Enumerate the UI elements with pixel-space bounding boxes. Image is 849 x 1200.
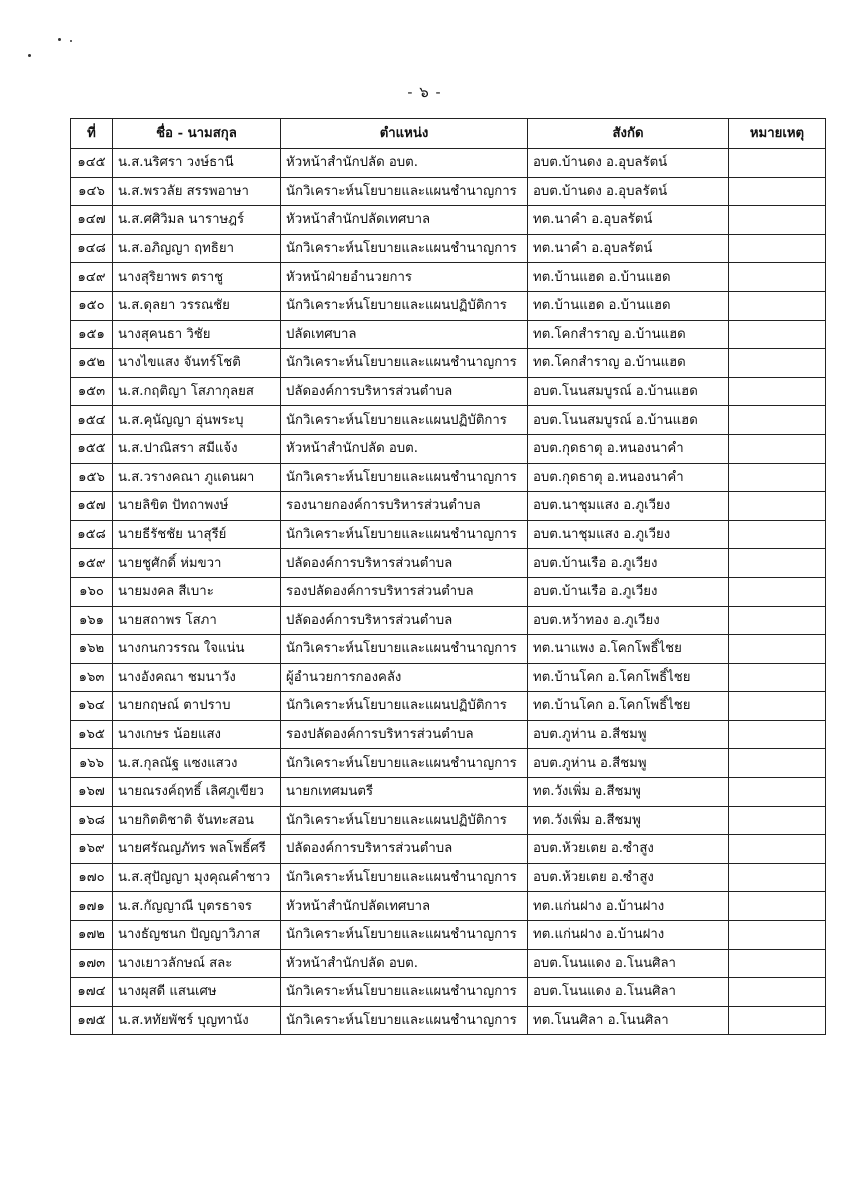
cell-name: น.ส.สุปัญญา มุงคุณคำชาว: [113, 863, 281, 892]
table-row: [71, 835, 826, 864]
cell-affiliation: ทต.แก่นฝาง อ.บ้านฝาง: [528, 892, 729, 921]
cell-no: ๑๔๙: [71, 263, 113, 292]
cell-position: นักวิเคราะห์นโยบายและแผนชำนาญการ: [281, 520, 528, 549]
table-row: [71, 692, 826, 721]
cell-position: รองปลัดองค์การบริหารส่วนตำบล: [281, 577, 528, 606]
cell-name: น.ส.กฤติญา โสภากุลยส: [113, 377, 281, 406]
cell-note: [729, 635, 826, 664]
cell-note: [729, 234, 826, 263]
cell-position: นักวิเคราะห์นโยบายและแผนชำนาญการ: [281, 921, 528, 950]
cell-position: นักวิเคราะห์นโยบายและแผนปฏิบัติการ: [281, 291, 528, 320]
cell-position: นักวิเคราะห์นโยบายและแผนชำนาญการ: [281, 749, 528, 778]
table-row: [71, 606, 826, 635]
cell-no: ๑๕๗: [71, 492, 113, 521]
cell-note: [729, 349, 826, 378]
cell-note: [729, 520, 826, 549]
cell-affiliation: อบต.ห้วยเตย อ.ซำสูง: [528, 835, 729, 864]
cell-position: นักวิเคราะห์นโยบายและแผนชำนาญการ: [281, 234, 528, 263]
cell-no: ๑๗๔: [71, 978, 113, 1007]
cell-note: [729, 492, 826, 521]
cell-name: นายธีรัชชัย นาสุรีย์: [113, 520, 281, 549]
cell-position: นักวิเคราะห์นโยบายและแผนชำนาญการ: [281, 1006, 528, 1035]
cell-affiliation: อบต.บ้านดง อ.อุบลรัตน์: [528, 177, 729, 206]
cell-no: ๑๖๑: [71, 606, 113, 635]
cell-affiliation: อบต.กุดธาตุ อ.หนองนาคำ: [528, 434, 729, 463]
cell-name: นางอังคณา ชมนาวัง: [113, 663, 281, 692]
cell-affiliation: อบต.บ้านเรือ อ.ภูเวียง: [528, 577, 729, 606]
cell-affiliation: อบต.โนนสมบูรณ์ อ.บ้านแฮด: [528, 406, 729, 435]
cell-affiliation: อบต.ภูห่าน อ.สีชมพู: [528, 720, 729, 749]
cell-no: ๑๖๔: [71, 692, 113, 721]
table-row: [71, 463, 826, 492]
cell-no: ๑๕๙: [71, 549, 113, 578]
header-no: ที่: [71, 119, 113, 149]
cell-no: ๑๖๒: [71, 635, 113, 664]
cell-note: [729, 549, 826, 578]
cell-affiliation: ทต.โคกสำราญ อ.บ้านแฮด: [528, 320, 729, 349]
cell-no: ๑๕๘: [71, 520, 113, 549]
cell-name: น.ส.นริศรา วงษ์ธานี: [113, 149, 281, 178]
table-row: [71, 177, 826, 206]
cell-position: รองปลัดองค์การบริหารส่วนตำบล: [281, 720, 528, 749]
cell-no: ๑๖๙: [71, 835, 113, 864]
cell-position: นักวิเคราะห์นโยบายและแผนชำนาญการ: [281, 463, 528, 492]
cell-position: นักวิเคราะห์นโยบายและแผนชำนาญการ: [281, 635, 528, 664]
roster-table: [70, 118, 826, 1035]
cell-note: [729, 406, 826, 435]
cell-affiliation: ทต.บ้านโคก อ.โคกโพธิ์ไชย: [528, 663, 729, 692]
cell-name: นางเกษร น้อยแสง: [113, 720, 281, 749]
table-row: [71, 806, 826, 835]
cell-name: นายสถาพร โสภา: [113, 606, 281, 635]
cell-note: [729, 463, 826, 492]
cell-position: หัวหน้าสำนักปลัดเทศบาล: [281, 892, 528, 921]
table-row: [71, 406, 826, 435]
cell-position: หัวหน้าสำนักปลัด อบต.: [281, 149, 528, 178]
header-position: ตำแหน่ง: [281, 119, 528, 149]
cell-no: ๑๖๗: [71, 778, 113, 807]
cell-affiliation: ทต.นาคำ อ.อุบลรัตน์: [528, 206, 729, 235]
cell-note: [729, 692, 826, 721]
cell-no: ๑๗๕: [71, 1006, 113, 1035]
table-row: [71, 520, 826, 549]
cell-position: รองนายกองค์การบริหารส่วนตำบล: [281, 492, 528, 521]
cell-affiliation: อบต.กุดธาตุ อ.หนองนาคำ: [528, 463, 729, 492]
cell-affiliation: อบต.โนนแดง อ.โนนศิลา: [528, 978, 729, 1007]
cell-name: น.ส.ดุลยา วรรณชัย: [113, 291, 281, 320]
table-row: [71, 720, 826, 749]
cell-note: [729, 921, 826, 950]
cell-no: ๑๕๐: [71, 291, 113, 320]
cell-note: [729, 206, 826, 235]
cell-name: น.ส.หทัยพัชร์ บุญทานัง: [113, 1006, 281, 1035]
cell-affiliation: ทต.แก่นฝาง อ.บ้านฝาง: [528, 921, 729, 950]
cell-no: ๑๔๘: [71, 234, 113, 263]
cell-affiliation: ทต.นาแพง อ.โคกโพธิ์ไชย: [528, 635, 729, 664]
cell-no: ๑๕๒: [71, 349, 113, 378]
cell-affiliation: ทต.โคกสำราญ อ.บ้านแฮด: [528, 349, 729, 378]
cell-note: [729, 291, 826, 320]
cell-affiliation: ทต.โนนศิลา อ.โนนศิลา: [528, 1006, 729, 1035]
cell-position: นักวิเคราะห์นโยบายและแผนชำนาญการ: [281, 863, 528, 892]
table-row: [71, 749, 826, 778]
cell-name: นางไขแสง จันทร์โชติ: [113, 349, 281, 378]
table-header-row: [71, 119, 826, 149]
cell-note: [729, 806, 826, 835]
table-row: [71, 206, 826, 235]
cell-name: นางผุสดี แสนเศษ: [113, 978, 281, 1007]
cell-name: น.ส.วรางคณา ภูแดนผา: [113, 463, 281, 492]
cell-position: ปลัดเทศบาล: [281, 320, 528, 349]
table-row: [71, 978, 826, 1007]
cell-no: ๑๕๔: [71, 406, 113, 435]
cell-note: [729, 377, 826, 406]
cell-no: ๑๕๖: [71, 463, 113, 492]
table-row: [71, 377, 826, 406]
cell-note: [729, 177, 826, 206]
cell-affiliation: อบต.บ้านเรือ อ.ภูเวียง: [528, 549, 729, 578]
cell-affiliation: อบต.นาชุมแสง อ.ภูเวียง: [528, 492, 729, 521]
cell-no: ๑๔๖: [71, 177, 113, 206]
table-row: [71, 149, 826, 178]
cell-note: [729, 778, 826, 807]
table-row: [71, 263, 826, 292]
cell-note: [729, 320, 826, 349]
cell-name: นายณรงค์ฤทธิ์ เลิศภูเขียว: [113, 778, 281, 807]
cell-name: น.ส.ศศิวิมล นาราษฎร์: [113, 206, 281, 235]
cell-note: [729, 606, 826, 635]
cell-position: ปลัดองค์การบริหารส่วนตำบล: [281, 377, 528, 406]
cell-position: หัวหน้าสำนักปลัด อบต.: [281, 949, 528, 978]
table-row: [71, 949, 826, 978]
cell-affiliation: ทต.บ้านแฮด อ.บ้านแฮด: [528, 263, 729, 292]
cell-position: นักวิเคราะห์นโยบายและแผนปฏิบัติการ: [281, 806, 528, 835]
cell-affiliation: ทต.นาคำ อ.อุบลรัตน์: [528, 234, 729, 263]
cell-no: ๑๖๘: [71, 806, 113, 835]
cell-affiliation: อบต.ภูห่าน อ.สีชมพู: [528, 749, 729, 778]
table-row: [71, 863, 826, 892]
cell-position: หัวหน้าสำนักปลัด อบต.: [281, 434, 528, 463]
cell-no: ๑๗๑: [71, 892, 113, 921]
cell-affiliation: ทต.บ้านแฮด อ.บ้านแฮด: [528, 291, 729, 320]
cell-name: นายกฤษณ์ ตาปราบ: [113, 692, 281, 721]
cell-no: ๑๖๕: [71, 720, 113, 749]
cell-name: นางสุคนธา วิชัย: [113, 320, 281, 349]
cell-no: ๑๕๕: [71, 434, 113, 463]
cell-note: [729, 892, 826, 921]
cell-position: หัวหน้าฝ่ายอำนวยการ: [281, 263, 528, 292]
table-row: [71, 892, 826, 921]
cell-affiliation: ทต.บ้านโคก อ.โคกโพธิ์ไชย: [528, 692, 729, 721]
cell-name: น.ส.กุลณัฐ แซงแสวง: [113, 749, 281, 778]
cell-note: [729, 434, 826, 463]
header-note: หมายเหตุ: [729, 119, 826, 149]
table-row: [71, 349, 826, 378]
cell-name: นายชูศักดิ์ ห่มขวา: [113, 549, 281, 578]
cell-note: [729, 577, 826, 606]
cell-affiliation: อบต.ห้วยเตย อ.ซำสูง: [528, 863, 729, 892]
cell-no: ๑๔๕: [71, 149, 113, 178]
cell-note: [729, 1006, 826, 1035]
table-row: [71, 492, 826, 521]
cell-name: นายมงคล สีเบาะ: [113, 577, 281, 606]
cell-note: [729, 663, 826, 692]
cell-position: ปลัดองค์การบริหารส่วนตำบล: [281, 549, 528, 578]
cell-name: นางเยาวลักษณ์ สละ: [113, 949, 281, 978]
scan-specks: [28, 36, 88, 66]
cell-position: นายกเทศมนตรี: [281, 778, 528, 807]
cell-name: นายลิขิต ปัทถาพงษ์: [113, 492, 281, 521]
header-affiliation: สังกัด: [528, 119, 729, 149]
cell-position: ปลัดองค์การบริหารส่วนตำบล: [281, 835, 528, 864]
cell-affiliation: อบต.นาชุมแสง อ.ภูเวียง: [528, 520, 729, 549]
cell-note: [729, 749, 826, 778]
cell-no: ๑๖๐: [71, 577, 113, 606]
cell-affiliation: อบต.หว้าทอง อ.ภูเวียง: [528, 606, 729, 635]
cell-note: [729, 863, 826, 892]
cell-position: นักวิเคราะห์นโยบายและแผนชำนาญการ: [281, 349, 528, 378]
cell-no: ๑๗๒: [71, 921, 113, 950]
table-row: [71, 549, 826, 578]
cell-position: ผู้อำนวยการกองคลัง: [281, 663, 528, 692]
table-row: [71, 1006, 826, 1035]
cell-note: [729, 949, 826, 978]
cell-no: ๑๕๓: [71, 377, 113, 406]
cell-note: [729, 835, 826, 864]
cell-affiliation: อบต.บ้านดง อ.อุบลรัตน์: [528, 149, 729, 178]
cell-position: หัวหน้าสำนักปลัดเทศบาล: [281, 206, 528, 235]
table-row: [71, 291, 826, 320]
cell-affiliation: อบต.โนนสมบูรณ์ อ.บ้านแฮด: [528, 377, 729, 406]
cell-name: นางธัญชนก ปัญญาวิภาส: [113, 921, 281, 950]
cell-note: [729, 720, 826, 749]
cell-name: น.ส.พรวลัย สรรพอาษา: [113, 177, 281, 206]
cell-name: น.ส.ปาณิสรา สมีแจ้ง: [113, 434, 281, 463]
cell-affiliation: อบต.โนนแดง อ.โนนศิลา: [528, 949, 729, 978]
cell-note: [729, 978, 826, 1007]
cell-name: นายกิตติชาติ จันทะสอน: [113, 806, 281, 835]
cell-name: น.ส.คุนัญญา อุ่นพระบุ: [113, 406, 281, 435]
table-row: [71, 921, 826, 950]
table-row: [71, 434, 826, 463]
cell-position: นักวิเคราะห์นโยบายและแผนชำนาญการ: [281, 177, 528, 206]
cell-position: ปลัดองค์การบริหารส่วนตำบล: [281, 606, 528, 635]
table-body: [71, 149, 826, 1035]
table-row: [71, 234, 826, 263]
table-row: [71, 320, 826, 349]
cell-no: ๑๖๓: [71, 663, 113, 692]
table-row: [71, 577, 826, 606]
cell-name: น.ส.อภิญญา ฤทธิยา: [113, 234, 281, 263]
cell-name: นายศรัณญภัทร พลโพธิ์ศรี: [113, 835, 281, 864]
cell-no: ๑๕๑: [71, 320, 113, 349]
cell-name: นางกนกวรรณ ใจแน่น: [113, 635, 281, 664]
page-number: - ๖ -: [407, 83, 442, 101]
table-row: [71, 778, 826, 807]
table-row: [71, 635, 826, 664]
cell-name: น.ส.กัญญาณี บุตรธาจร: [113, 892, 281, 921]
cell-no: ๑๖๖: [71, 749, 113, 778]
cell-position: นักวิเคราะห์นโยบายและแผนชำนาญการ: [281, 978, 528, 1007]
cell-note: [729, 149, 826, 178]
cell-affiliation: ทต.วังเพิ่ม อ.สีชมพู: [528, 806, 729, 835]
cell-affiliation: ทต.วังเพิ่ม อ.สีชมพู: [528, 778, 729, 807]
cell-name: นางสุริยาพร ตราชู: [113, 263, 281, 292]
cell-no: ๑๔๗: [71, 206, 113, 235]
table-row: [71, 663, 826, 692]
cell-position: นักวิเคราะห์นโยบายและแผนปฏิบัติการ: [281, 406, 528, 435]
header-name: ชื่อ - นามสกุล: [113, 119, 281, 149]
cell-no: ๑๗๓: [71, 949, 113, 978]
cell-position: นักวิเคราะห์นโยบายและแผนปฏิบัติการ: [281, 692, 528, 721]
cell-no: ๑๗๐: [71, 863, 113, 892]
cell-note: [729, 263, 826, 292]
